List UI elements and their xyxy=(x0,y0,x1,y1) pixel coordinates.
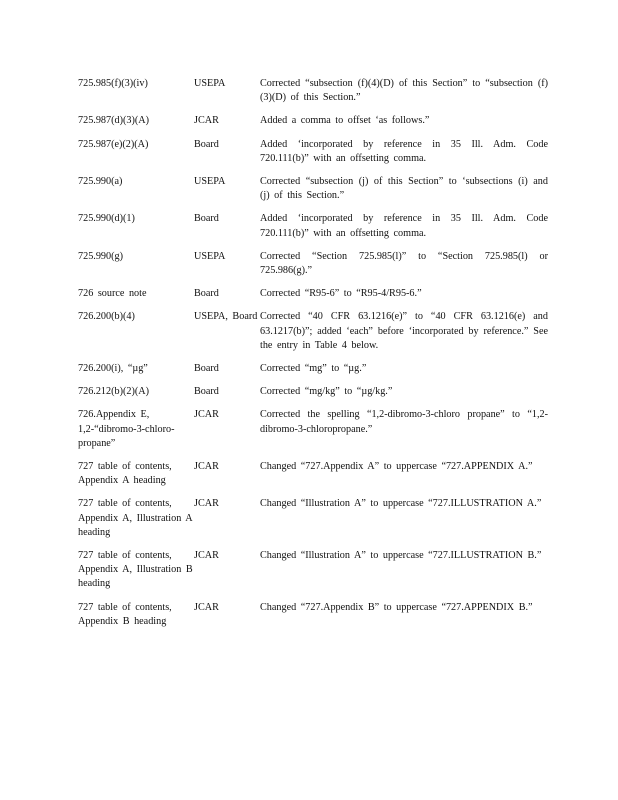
description-cell: Corrected “mg” to “µg.” xyxy=(260,363,367,375)
section-cell: 727 table of contents, Appendix A, Illustration B heading xyxy=(78,550,193,590)
table-row xyxy=(78,362,548,385)
source-cell: JCAR xyxy=(194,601,219,613)
table-row xyxy=(78,310,548,362)
table-row xyxy=(78,287,548,310)
table-row xyxy=(78,114,548,137)
source-cell: JCAR xyxy=(194,461,219,473)
section-cell: 725.990(d)(1) xyxy=(78,213,135,225)
description-cell: Corrected “subsection (f)(4)(D) of this Section” to “subsection (f)(3)(D) of this Section.” xyxy=(260,78,548,104)
description-cell: Changed “Illustration A” to uppercase “727.ILLUSTRATION A.” xyxy=(260,498,542,510)
table-row xyxy=(78,601,548,638)
source-cell: Board xyxy=(194,363,219,375)
table-row xyxy=(78,497,548,549)
description-cell: Added ‘incorporated by reference in 35 Ill. Adm. Code 720.111(b)” with an offsetting comma. xyxy=(260,213,548,239)
description-cell: Corrected “40 CFR 63.1216(e)” to “40 CFR 63.1216(e) and 63.1217(b)”; added ‘each” before ‘incorporated by reference.” See the entry in Table 4 below. xyxy=(260,311,548,351)
description-cell: Corrected the spelling “1,2-dibromo-3-chloro propane” to “1,2-dibromo-3-chloropropane.” xyxy=(260,409,548,435)
description-cell: Corrected “Section 725.985(l)” to “Section 725.985(l) or 725.986(g).” xyxy=(260,250,548,277)
section-cell: 725.990(a) xyxy=(78,176,123,188)
table-row xyxy=(78,175,548,212)
table-row xyxy=(78,549,548,601)
section-cell: 726.200(i), “µg” xyxy=(78,363,148,375)
table-row xyxy=(78,250,548,287)
section-cell: 725.990(g) xyxy=(78,250,123,262)
source-cell: JCAR xyxy=(194,498,219,510)
section-cell: 725.985(f)(3)(iv) xyxy=(78,78,148,89)
section-cell: 726 source note xyxy=(78,288,147,300)
description-cell: Corrected “R95-6” to “R95-4/R95-6.” xyxy=(260,288,422,300)
source-cell: Board xyxy=(194,386,219,398)
source-cell: JCAR xyxy=(194,115,219,127)
source-cell: JCAR xyxy=(194,409,219,421)
source-cell: Board xyxy=(194,138,219,150)
description-cell: Corrected “mg/kg” to “µg/kg.” xyxy=(260,386,393,398)
table-row xyxy=(78,138,548,175)
source-cell: USEPA, Board xyxy=(194,311,258,323)
description-cell: Changed “727.Appendix A” to uppercase “727.APPENDIX A.” xyxy=(260,461,533,473)
section-cell: 726.212(b)(2)(A) xyxy=(78,386,150,398)
table-row xyxy=(78,212,548,249)
table-row xyxy=(78,385,548,408)
table-row xyxy=(78,77,548,114)
source-cell: JCAR xyxy=(194,550,219,562)
source-cell: Board xyxy=(194,288,219,300)
source-cell: USEPA xyxy=(194,78,226,89)
section-cell: 727 table of contents, Appendix A, Illustration A heading xyxy=(78,498,193,538)
description-cell: Corrected “subsection (j) of this Section” to ‘subsections (i) and (j) of this Section.” xyxy=(260,176,548,202)
description-cell: Added ‘incorporated by reference in 35 Ill. Adm. Code 720.111(b)” with an offsetting comma. xyxy=(260,138,548,164)
section-cell: 726.200(b)(4) xyxy=(78,311,135,323)
section-cell: 725.987(d)(3)(A) xyxy=(78,115,150,127)
section-cell: 727 table of contents, Appendix A heading xyxy=(78,461,172,487)
section-cell: 725.987(e)(2)(A) xyxy=(78,138,149,150)
source-cell: Board xyxy=(194,213,219,225)
source-cell: USEPA xyxy=(194,250,226,262)
corrections-table-body xyxy=(78,77,548,638)
description-cell: Changed “Illustration A” to uppercase “727.ILLUSTRATION B.” xyxy=(260,550,542,562)
source-cell: USEPA xyxy=(194,176,226,188)
table-row xyxy=(78,408,548,460)
section-cell: 726.Appendix E, 1,2-“dibromo-3-chloro-propane” xyxy=(78,409,175,449)
section-cell: 727 table of contents, Appendix B heading xyxy=(78,601,172,627)
description-cell: Added a comma to offset ‘as follows.” xyxy=(260,115,430,127)
table-row xyxy=(78,460,548,497)
description-cell: Changed “727.Appendix B” to uppercase “727.APPENDIX B.” xyxy=(260,601,533,613)
corrections-table xyxy=(78,77,548,638)
